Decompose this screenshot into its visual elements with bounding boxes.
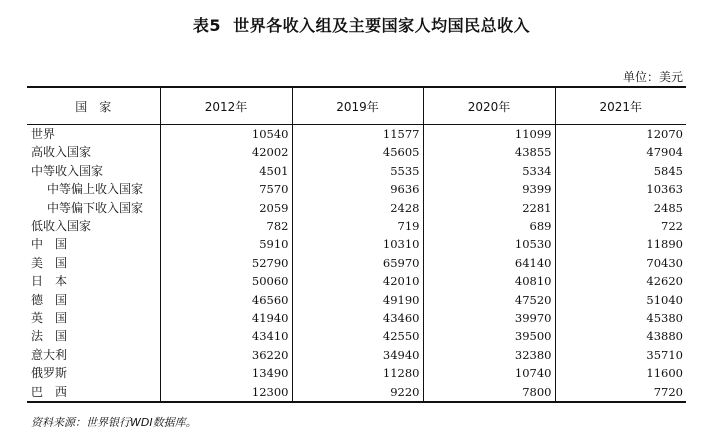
table-cell: 10530 (423, 235, 555, 253)
table-cell: 11280 (292, 364, 423, 382)
table-cell: 45605 (292, 143, 423, 161)
row-label: 英 国 (31, 311, 68, 326)
table-row (27, 235, 686, 253)
table-row (27, 199, 686, 217)
table-row (27, 162, 686, 180)
table-cell: 47904 (555, 143, 686, 161)
table-row (27, 254, 686, 272)
table-cell: 51040 (555, 291, 686, 309)
gni-per-capita-table (27, 86, 686, 403)
table-cell: 42550 (292, 327, 423, 345)
row-label: 俄罗斯 (31, 366, 68, 381)
table-cell: 46560 (160, 291, 292, 309)
table-cell: 722 (555, 217, 686, 235)
table-cell: 2281 (423, 199, 555, 217)
row-label: 高收入国家 (31, 145, 92, 160)
table-cell: 719 (292, 217, 423, 235)
table-cell: 70430 (555, 254, 686, 272)
row-label: 意大利 (31, 347, 68, 362)
column-header-2019: 2019年 (292, 87, 423, 125)
table-cell: 64140 (423, 254, 555, 272)
table-cell: 13490 (160, 364, 292, 382)
table-cell: 10363 (555, 180, 686, 198)
table-cell: 43855 (423, 143, 555, 161)
table-cell: 50060 (160, 272, 292, 290)
table-title-text: 世界各收入组及主要国家人均国民总收入 (233, 16, 531, 35)
table-cell: 43410 (160, 327, 292, 345)
table-cell: 32380 (423, 346, 555, 364)
table-cell: 2428 (292, 199, 423, 217)
table-cell: 11600 (555, 364, 686, 382)
row-label: 法 国 (31, 329, 68, 344)
row-label: 低收入国家 (31, 219, 92, 234)
table-cell: 782 (160, 217, 292, 235)
column-header-2020: 2020年 (423, 87, 555, 125)
column-header-country: 国 家 (27, 87, 160, 125)
table-cell: 42002 (160, 143, 292, 161)
table-row (27, 217, 686, 235)
table-cell: 47520 (423, 291, 555, 309)
table-row (27, 364, 686, 382)
row-label: 中等收入国家 (31, 163, 104, 178)
row-label: 中等偏上收入国家 (47, 182, 144, 197)
table-cell: 43460 (292, 309, 423, 327)
table-cell: 45380 (555, 309, 686, 327)
column-header-2012: 2012年 (160, 87, 292, 125)
column-header-2021: 2021年 (555, 87, 686, 125)
table-cell: 11099 (423, 125, 555, 144)
table-cell: 43880 (555, 327, 686, 345)
table-cell: 49190 (292, 291, 423, 309)
table-cell: 7570 (160, 180, 292, 198)
row-label: 日 本 (31, 274, 68, 289)
table-cell: 5334 (423, 162, 555, 180)
table-row (27, 180, 686, 198)
table-cell: 7800 (423, 383, 555, 402)
table-cell: 9220 (292, 383, 423, 402)
table-row (27, 346, 686, 364)
table-cell: 7720 (555, 383, 686, 402)
table-title (0, 13, 723, 36)
row-label: 美 国 (31, 255, 68, 270)
table-cell: 2059 (160, 199, 292, 217)
table-cell: 42620 (555, 272, 686, 290)
row-label: 巴 西 (27, 383, 160, 402)
table-cell: 36220 (160, 346, 292, 364)
header-row (27, 87, 686, 125)
table-cell: 12300 (160, 383, 292, 402)
table-cell: 39970 (423, 309, 555, 327)
table-cell: 35710 (555, 346, 686, 364)
table-number: 表5 (192, 16, 222, 35)
table-row (27, 125, 686, 144)
table-cell: 40810 (423, 272, 555, 290)
table-cell: 689 (423, 217, 555, 235)
row-label: 德 国 (31, 292, 68, 307)
table-cell: 34940 (292, 346, 423, 364)
table-cell: 11577 (292, 125, 423, 144)
table-cell: 11890 (555, 235, 686, 253)
table-row (27, 272, 686, 290)
table-cell: 42010 (292, 272, 423, 290)
table-cell: 2485 (555, 199, 686, 217)
row-label: 中 国 (31, 237, 68, 252)
table-cell: 5845 (555, 162, 686, 180)
row-label: 中等偏下收入国家 (47, 200, 144, 215)
source-note: 资料来源：世界银行WDI数据库。 (31, 416, 197, 429)
table-cell: 10740 (423, 364, 555, 382)
table-cell: 9399 (423, 180, 555, 198)
table-cell: 5535 (292, 162, 423, 180)
table-cell: 5910 (160, 235, 292, 253)
table-cell: 39500 (423, 327, 555, 345)
row-label: 世界 (31, 127, 56, 141)
table-row (27, 143, 686, 161)
table-cell: 10310 (292, 235, 423, 253)
table-cell: 10540 (160, 125, 292, 144)
table-cell: 41940 (160, 309, 292, 327)
table-cell: 12070 (555, 125, 686, 144)
unit-label: 单位：美元 (622, 70, 683, 84)
table-cell: 52790 (160, 254, 292, 272)
table-cell: 65970 (292, 254, 423, 272)
table-cell: 4501 (160, 162, 292, 180)
table-cell: 9636 (292, 180, 423, 198)
table-row (27, 309, 686, 327)
table-row (27, 291, 686, 309)
table-row (27, 327, 686, 345)
table-row (27, 383, 686, 402)
